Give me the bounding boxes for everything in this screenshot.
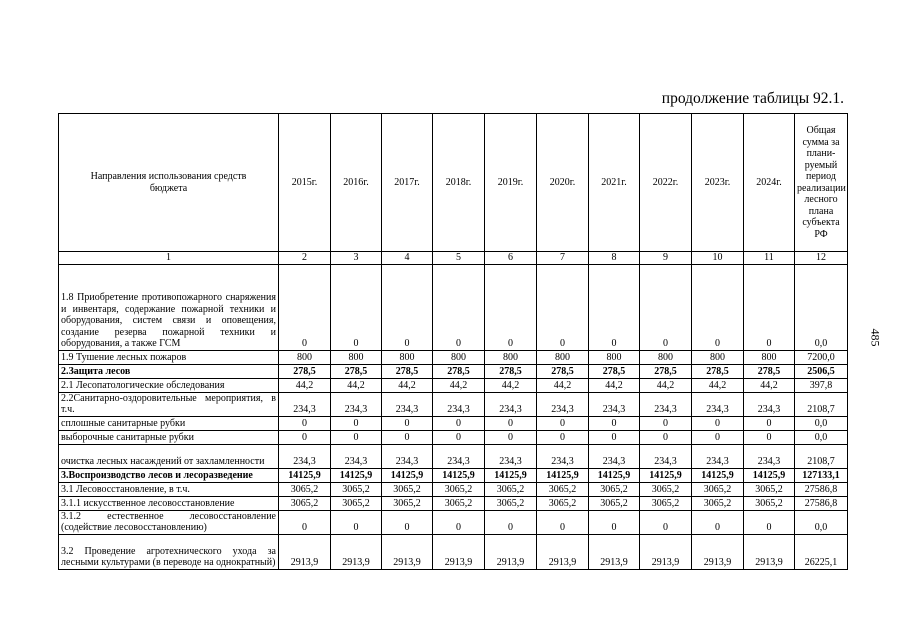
year-value-cell: 800 — [692, 350, 744, 364]
year-value-cell: 0 — [331, 264, 382, 350]
table-row — [59, 482, 848, 496]
year-value-cell: 0 — [485, 416, 537, 430]
year-value-cell: 2913,9 — [537, 534, 589, 569]
year-value-cell: 3065,2 — [744, 482, 795, 496]
year-value-cell: 0 — [331, 510, 382, 534]
total-cell: 397,8 — [795, 378, 848, 392]
year-value-cell: 44,2 — [433, 378, 485, 392]
year-value-cell: 44,2 — [744, 378, 795, 392]
total-cell: 27586,8 — [795, 496, 848, 510]
year-value-cell: 0 — [692, 264, 744, 350]
year-value-cell: 234,3 — [382, 444, 433, 468]
year-value-cell: 3065,2 — [279, 482, 331, 496]
header-year: 2016г. — [331, 114, 382, 252]
table-row — [59, 364, 848, 378]
year-value-cell: 14125,9 — [640, 468, 692, 482]
year-value-cell: 0 — [692, 510, 744, 534]
year-value-cell: 2913,9 — [589, 534, 640, 569]
total-cell: 2108,7 — [795, 392, 848, 416]
year-value-cell: 3065,2 — [433, 496, 485, 510]
year-value-cell: 14125,9 — [485, 468, 537, 482]
table-row — [59, 416, 848, 430]
year-value-cell: 14125,9 — [433, 468, 485, 482]
year-value-cell: 0 — [537, 416, 589, 430]
row-label: 3.1.1 искусственное лесовосстановление — [59, 496, 279, 510]
year-value-cell: 234,3 — [589, 444, 640, 468]
table-body — [59, 264, 848, 569]
year-value-cell: 3065,2 — [692, 496, 744, 510]
year-value-cell: 3065,2 — [744, 496, 795, 510]
year-value-cell: 234,3 — [485, 444, 537, 468]
header-year: 2019г. — [485, 114, 537, 252]
table-row — [59, 392, 848, 416]
year-value-cell: 3065,2 — [433, 482, 485, 496]
year-value-cell: 3065,2 — [279, 496, 331, 510]
row-label: 3.1.2 естественное лесовосстановление (содействие лесовосстановлению) — [59, 510, 279, 534]
year-value-cell: 234,3 — [331, 444, 382, 468]
year-value-cell: 44,2 — [537, 378, 589, 392]
year-value-cell: 800 — [640, 350, 692, 364]
year-value-cell: 0 — [331, 430, 382, 444]
column-number: 6 — [485, 252, 537, 265]
year-value-cell: 0 — [640, 430, 692, 444]
year-value-cell: 800 — [279, 350, 331, 364]
year-value-cell: 44,2 — [640, 378, 692, 392]
year-value-cell: 0 — [744, 430, 795, 444]
year-value-cell: 0 — [279, 416, 331, 430]
year-value-cell: 3065,2 — [537, 482, 589, 496]
year-value-cell: 0 — [433, 264, 485, 350]
column-number: 12 — [795, 252, 848, 265]
year-value-cell: 44,2 — [692, 378, 744, 392]
year-value-cell: 0 — [537, 264, 589, 350]
year-value-cell: 800 — [589, 350, 640, 364]
year-value-cell: 14125,9 — [692, 468, 744, 482]
year-value-cell: 234,3 — [485, 392, 537, 416]
year-value-cell: 14125,9 — [382, 468, 433, 482]
year-value-cell: 278,5 — [279, 364, 331, 378]
year-value-cell: 0 — [537, 510, 589, 534]
total-cell: 2108,7 — [795, 444, 848, 468]
year-value-cell: 278,5 — [537, 364, 589, 378]
year-value-cell: 0 — [640, 264, 692, 350]
year-value-cell: 44,2 — [382, 378, 433, 392]
row-label: выборочные санитарные рубки — [59, 430, 279, 444]
year-value-cell: 44,2 — [331, 378, 382, 392]
year-value-cell: 0 — [589, 264, 640, 350]
year-value-cell: 800 — [433, 350, 485, 364]
year-value-cell: 3065,2 — [485, 496, 537, 510]
year-value-cell: 44,2 — [279, 378, 331, 392]
total-cell: 0,0 — [795, 416, 848, 430]
year-value-cell: 278,5 — [433, 364, 485, 378]
column-number: 4 — [382, 252, 433, 265]
year-value-cell: 14125,9 — [744, 468, 795, 482]
header-year: 2021г. — [589, 114, 640, 252]
total-cell: 127133,1 — [795, 468, 848, 482]
header-year: 2018г. — [433, 114, 485, 252]
row-label: очистка лесных насаждений от захламленности — [59, 444, 279, 468]
year-value-cell: 0 — [744, 416, 795, 430]
year-value-cell: 234,3 — [279, 444, 331, 468]
year-value-cell: 0 — [692, 430, 744, 444]
year-value-cell: 234,3 — [279, 392, 331, 416]
table-row — [59, 264, 848, 350]
year-value-cell: 278,5 — [589, 364, 640, 378]
table-row — [59, 534, 848, 569]
year-value-cell: 0 — [485, 510, 537, 534]
year-value-cell: 234,3 — [537, 392, 589, 416]
year-value-cell: 3065,2 — [589, 482, 640, 496]
year-value-cell: 0 — [589, 510, 640, 534]
year-value-cell: 3065,2 — [331, 482, 382, 496]
year-value-cell: 0 — [279, 430, 331, 444]
row-label: 2.1 Лесопатологические обследования — [59, 378, 279, 392]
year-value-cell: 2913,9 — [331, 534, 382, 569]
year-value-cell: 234,3 — [744, 392, 795, 416]
year-value-cell: 0 — [279, 510, 331, 534]
row-label: 3.Воспроизводство лесов и лесоразведение — [59, 468, 279, 482]
year-value-cell: 2913,9 — [433, 534, 485, 569]
year-value-cell: 3065,2 — [640, 496, 692, 510]
year-value-cell: 3065,2 — [382, 496, 433, 510]
table-row — [59, 496, 848, 510]
year-value-cell: 14125,9 — [331, 468, 382, 482]
year-value-cell: 0 — [485, 264, 537, 350]
header-year: 2022г. — [640, 114, 692, 252]
row-label: 3.2 Проведение агротехнического ухода за лесными культурами (в переводе на однократный) — [59, 534, 279, 569]
year-value-cell: 278,5 — [744, 364, 795, 378]
row-label: 2.2Санитарно-оздоровительные мероприятия, в т.ч. — [59, 392, 279, 416]
column-number: 9 — [640, 252, 692, 265]
year-value-cell: 234,3 — [537, 444, 589, 468]
year-value-cell: 800 — [537, 350, 589, 364]
header-total: Общая сумма за плани-руемый период реализации лесного плана субъекта РФ — [795, 114, 848, 252]
header-direction: Направления использования средств бюджета — [59, 114, 279, 252]
row-label: 3.1 Лесовосстановление, в т.ч. — [59, 482, 279, 496]
column-number: 7 — [537, 252, 589, 265]
year-value-cell: 0 — [640, 510, 692, 534]
year-value-cell: 0 — [382, 416, 433, 430]
year-value-cell: 0 — [433, 510, 485, 534]
year-value-cell: 3065,2 — [537, 496, 589, 510]
total-cell: 2506,5 — [795, 364, 848, 378]
total-cell: 27586,8 — [795, 482, 848, 496]
total-cell: 0,0 — [795, 430, 848, 444]
year-value-cell: 2913,9 — [692, 534, 744, 569]
year-value-cell: 0 — [382, 430, 433, 444]
year-value-cell: 234,3 — [692, 392, 744, 416]
year-value-cell: 234,3 — [433, 392, 485, 416]
year-value-cell: 0 — [433, 430, 485, 444]
year-value-cell: 2913,9 — [744, 534, 795, 569]
year-value-cell: 14125,9 — [279, 468, 331, 482]
year-value-cell: 3065,2 — [692, 482, 744, 496]
year-value-cell: 234,3 — [744, 444, 795, 468]
header-row — [59, 114, 848, 252]
year-value-cell: 3065,2 — [382, 482, 433, 496]
year-value-cell: 234,3 — [692, 444, 744, 468]
column-number: 8 — [589, 252, 640, 265]
total-cell: 26225,1 — [795, 534, 848, 569]
year-value-cell: 0 — [692, 416, 744, 430]
year-value-cell: 44,2 — [589, 378, 640, 392]
row-label: сплошные санитарные рубки — [59, 416, 279, 430]
year-value-cell: 234,3 — [331, 392, 382, 416]
page-number: 485 — [868, 328, 883, 347]
column-number: 5 — [433, 252, 485, 265]
year-value-cell: 14125,9 — [537, 468, 589, 482]
year-value-cell: 2913,9 — [485, 534, 537, 569]
year-value-cell: 0 — [640, 416, 692, 430]
year-value-cell: 800 — [331, 350, 382, 364]
year-value-cell: 278,5 — [485, 364, 537, 378]
year-value-cell: 0 — [382, 510, 433, 534]
year-value-cell: 3065,2 — [331, 496, 382, 510]
table-row — [59, 468, 848, 482]
year-value-cell: 278,5 — [382, 364, 433, 378]
year-value-cell: 0 — [589, 430, 640, 444]
table-row — [59, 430, 848, 444]
header-year: 2020г. — [537, 114, 589, 252]
header-year: 2017г. — [382, 114, 433, 252]
row-label: 1.8 Приобретение противопожарного снаряжения и инвентаря, содержание пожарной техники и оборудования, систем связи и оповещения, создание резерва пожарной техники и оборудования, а также ГСМ — [59, 264, 279, 350]
year-value-cell: 3065,2 — [640, 482, 692, 496]
year-value-cell: 2913,9 — [382, 534, 433, 569]
row-label: 1.9 Тушение лесных пожаров — [59, 350, 279, 364]
year-value-cell: 278,5 — [692, 364, 744, 378]
year-value-cell: 0 — [589, 416, 640, 430]
column-number: 3 — [331, 252, 382, 265]
column-number: 2 — [279, 252, 331, 265]
table-row — [59, 510, 848, 534]
column-numbers-row — [59, 252, 848, 265]
header-year: 2023г. — [692, 114, 744, 252]
column-number: 11 — [744, 252, 795, 265]
year-value-cell: 278,5 — [640, 364, 692, 378]
year-value-cell: 800 — [382, 350, 433, 364]
year-value-cell: 3065,2 — [485, 482, 537, 496]
table-row — [59, 350, 848, 364]
header-year: 2024г. — [744, 114, 795, 252]
total-cell: 0,0 — [795, 264, 848, 350]
year-value-cell: 0 — [485, 430, 537, 444]
year-value-cell: 2913,9 — [640, 534, 692, 569]
year-value-cell: 44,2 — [485, 378, 537, 392]
year-value-cell: 234,3 — [589, 392, 640, 416]
year-value-cell: 0 — [744, 264, 795, 350]
total-cell: 0,0 — [795, 510, 848, 534]
table-caption: продолжение таблицы 92.1. — [661, 90, 844, 107]
column-number: 1 — [59, 252, 279, 265]
year-value-cell: 234,3 — [640, 392, 692, 416]
year-value-cell: 234,3 — [640, 444, 692, 468]
header-year: 2015г. — [279, 114, 331, 252]
year-value-cell: 0 — [537, 430, 589, 444]
year-value-cell: 0 — [279, 264, 331, 350]
row-label: 2.Защита лесов — [59, 364, 279, 378]
year-value-cell: 2913,9 — [279, 534, 331, 569]
year-value-cell: 278,5 — [331, 364, 382, 378]
year-value-cell: 14125,9 — [589, 468, 640, 482]
year-value-cell: 3065,2 — [589, 496, 640, 510]
year-value-cell: 234,3 — [382, 392, 433, 416]
table-row — [59, 444, 848, 468]
table-row — [59, 378, 848, 392]
year-value-cell: 800 — [485, 350, 537, 364]
year-value-cell: 0 — [331, 416, 382, 430]
year-value-cell: 800 — [744, 350, 795, 364]
budget-table — [58, 113, 848, 570]
total-cell: 7200,0 — [795, 350, 848, 364]
column-number: 10 — [692, 252, 744, 265]
year-value-cell: 0 — [744, 510, 795, 534]
year-value-cell: 0 — [433, 416, 485, 430]
year-value-cell: 234,3 — [433, 444, 485, 468]
year-value-cell: 0 — [382, 264, 433, 350]
